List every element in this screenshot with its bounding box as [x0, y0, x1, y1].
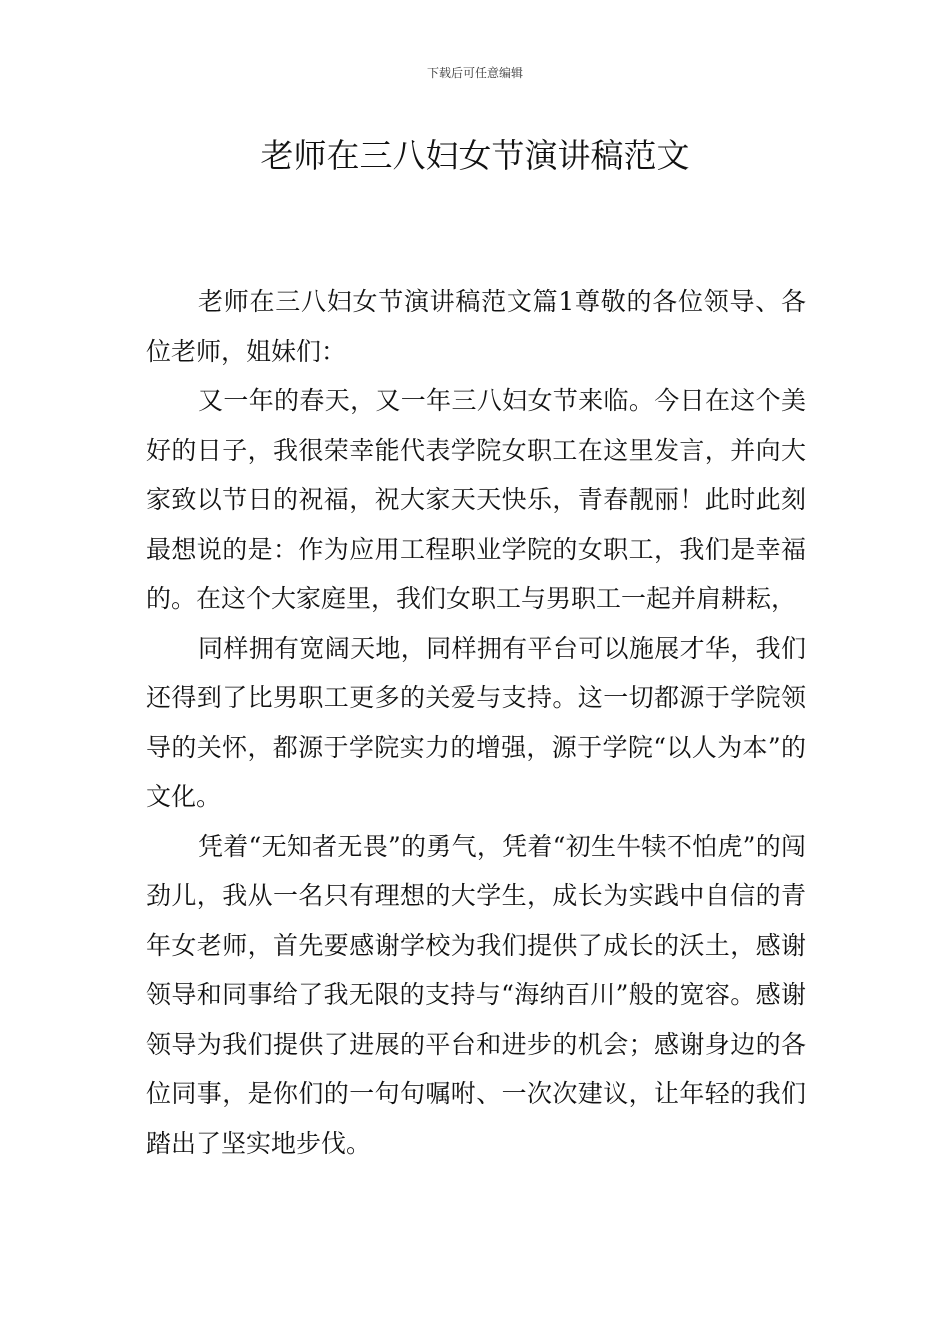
paragraph: 老师在三八妇女节演讲稿范文篇1尊敬的各位领导、各位老师，姐妹们： — [146, 287, 806, 366]
page-header-note: 下载后可任意编辑 — [426, 66, 523, 80]
paragraph: 又一年的春天，又一年三八妇女节来临。今日在这个美好的日子，我很荣幸能代表学院女职工在这里发言，并向大家致以节日的祝福，祝大家天天快乐，青春靓丽！此时此刻最想说的是：作为应用工程职业学院的女职工，我们是幸福的。在这个大家庭里，我们女职工与男职工一起并肩耕耘， — [146, 386, 806, 613]
paragraph: 凭着“无知者无畏”的勇气，凭着“初生牛犊不怕虎”的闯劲儿，我从一名只有理想的大学生，成长为实践中自信的青年女老师，首先要感谢学校为我们提供了成长的沃土，感谢领导和同事给了我无限的支持与“海纳百川”般的宽容。感谢领导为我们提供了进展的平台和进步的机会；感谢身边的各位同事，是你们的一句句嘱咐、一次次建议，让年轻的我们踏出了坚实地步伐。 — [146, 831, 806, 1158]
document-body — [146, 277, 806, 1168]
paragraph: 同样拥有宽阔天地，同样拥有平台可以施展才华，我们还得到了比男职工更多的关爱与支持。这一切都源于学院领导的关怀，都源于学院实力的增强，源于学院“以人为本”的文化。 — [146, 633, 806, 811]
document-title: 老师在三八妇女节演讲稿范文 — [260, 136, 690, 175]
